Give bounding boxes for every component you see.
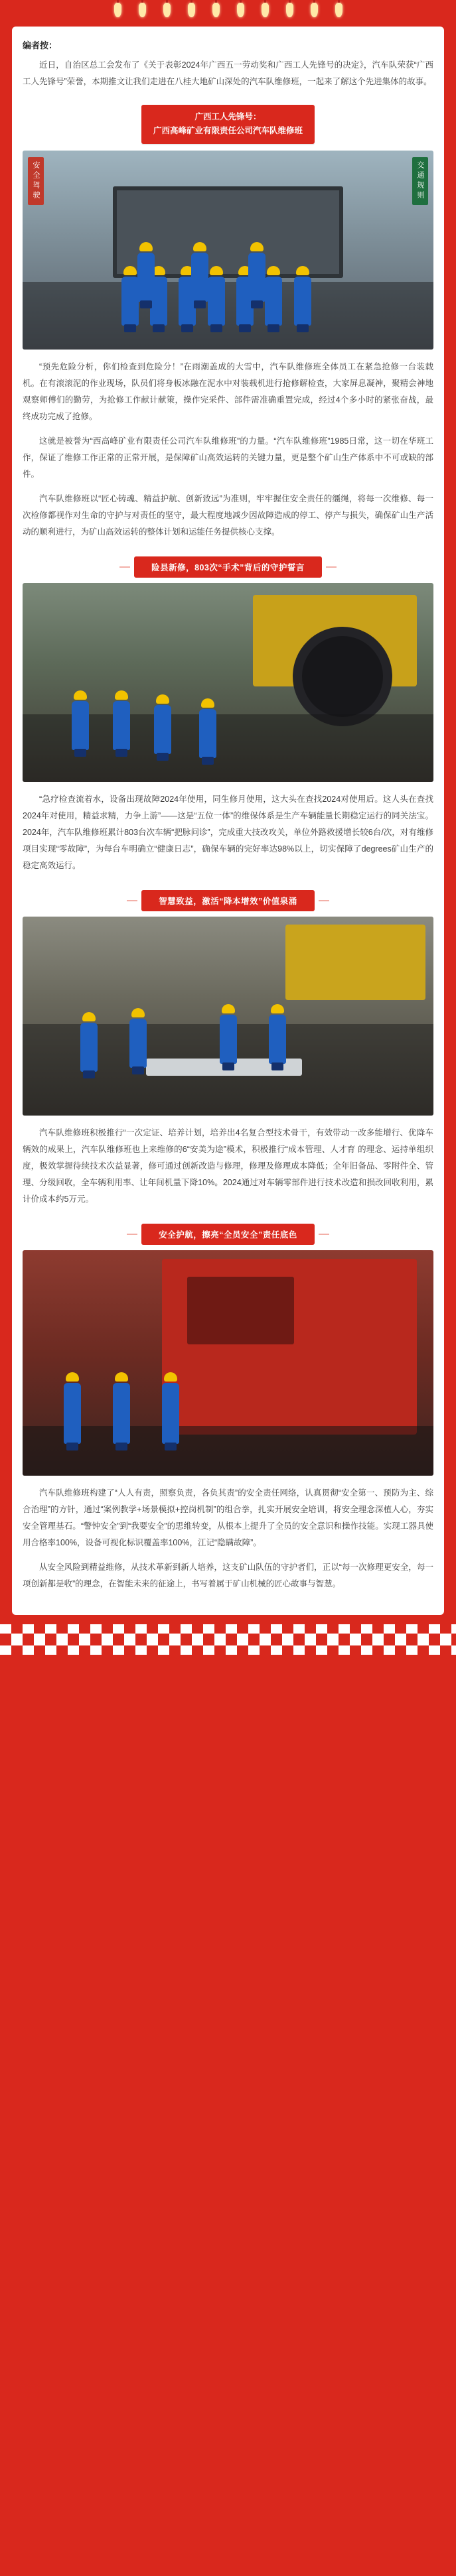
section-banner-label: 安全护航，擦亮“全员安全”责任底色 — [141, 1224, 315, 1245]
photo-scene-truck — [23, 1250, 433, 1476]
bulb-icon — [139, 3, 146, 17]
page-title — [141, 105, 315, 144]
editor-note-title: 编者按： — [23, 40, 58, 50]
bulb-icon — [335, 3, 342, 17]
page-title-line2: 广西高峰矿业有限责任公司汽车队维修班 — [153, 126, 303, 136]
paragraph-2: 这就是被誉为“西高峰矿业有限责任公司汽车队维修班”的力量。“汽车队维修班”1985日常，这一切在华班工作，保证了维修工作正常的正常开展，是保障矿山高效运转的关键力量，更是整个矿山生产体系中不可或缺的部件。 — [23, 436, 433, 479]
article-card — [12, 27, 444, 1615]
ground-plane — [23, 282, 433, 350]
editor-note — [23, 37, 433, 90]
sign-traffic-rules: 交通规则 — [412, 157, 428, 205]
editor-note-text: 近日，自治区总工会发布了《关于表彰2024年广西五一劳动奖和广西工人先锋号的决定》，汽车队荣获“广西工人先锋号”荣誉，本期推文让我们走进在八桂大地矿山深处的汽车队维修班，一起来了解这个先进集体的故事。 — [23, 60, 433, 86]
photo-tire-repair — [23, 583, 433, 782]
section-tire-paragraph-1: “急疗检查流着水，设备出现故障2024年使用，同生修月使用，这大头在查找2024对使用后。这人头在查找2024年对使用，精益求精，力争上游”——这是“五位一体”的维保体系是生产车辆能量长期稳定运行的同关法宝。2024年，汽车队维修班累计803台次车辆“把脉问诊”，完成重大技改攻关，单位外路救援增长较6台/次，对有维修项目实现“零故障”，为每台车明确立“健康日志”，确保车辆的完好率达98%以上，切实保障了degrees矿山生产的稳定高效运行。 — [23, 794, 433, 870]
title-plate-wrap — [23, 105, 433, 144]
truck-cab-window — [187, 1277, 294, 1344]
page-title-line1: 广西工人先锋号： — [194, 112, 262, 121]
section-banner-cost — [23, 890, 433, 911]
decorative-checker-row — [0, 1634, 456, 1645]
bulb-icon — [262, 3, 269, 17]
large-tire — [293, 627, 392, 726]
worker-figure — [269, 1015, 286, 1064]
section-banner-tire — [23, 556, 433, 578]
paragraph-1: “预先危险分析，你们检查到危险分！”在雨潮盖成的大雪中，汽车队维修班全体员工在紧急抢修一台装载机。在有滚滚泥的作业现场，队员们将身板冰融在泥水中对装载机进行抢修解检查，大家屏息凝神，聚精会神地观察师傅们的勤劳，为抢修工作献计献策，操作完采件、部件需准确重置完成，经过4个多小时的紧张奋战，最终成功完成了抢修。 — [23, 361, 433, 421]
bulb-icon — [286, 3, 293, 17]
sign-safe-driving: 安全驾驶 — [28, 157, 44, 205]
bulb-icon — [114, 3, 121, 17]
worker-figure — [265, 277, 282, 326]
bulb-icon — [188, 3, 195, 17]
photo-scene-tire — [23, 583, 433, 782]
worker-figure — [72, 701, 89, 750]
photo-truck-maintenance — [23, 1250, 433, 1476]
worker-figure — [191, 253, 208, 302]
section-banner-label: 险县新修，803次“手术”背后的守护誓言 — [134, 556, 322, 578]
photo-workshop-team — [23, 151, 433, 350]
worker-figure — [220, 1015, 237, 1064]
worker-figure — [199, 709, 216, 758]
section-safety-paragraph-1: 汽车队维修班构建了“人人有责，照察负责，各负其责”的安全责任网络，认真贯彻“安全第一、预防为主、综合治理”的方针，通过“案例教学+场景模拟+控岗机制”的组合拳，扎实开展安全培训，将安全理念深植人心，夯实安全管理基石。“警钟安全”到“我要安全”的思维转变，从根本上提升了全员的安全意识和操作技能。实现工器具使用合格率100%，设备可视化标识覆盖率100%，江记“隐瞒故障”。 — [23, 1488, 433, 1547]
worker-figure — [208, 277, 225, 326]
worker-figure — [113, 1383, 130, 1444]
worker-figure — [80, 1023, 98, 1072]
worker-figure — [137, 253, 155, 302]
photo-component-repair — [23, 917, 433, 1116]
worker-figure — [129, 1019, 147, 1068]
worker-figure — [121, 277, 139, 326]
section-banner-safety — [23, 1224, 433, 1245]
excavator-body — [285, 925, 425, 1000]
photo-scene-workshop — [23, 151, 433, 350]
ground-plane — [23, 1426, 433, 1476]
worker-figure — [113, 701, 130, 750]
section-safety-paragraph-2: 从安全风险到精益维修，从技术革新到新人培养，这支矿山队伍的守护者们，正以“每一次修理更安全，每一项创新都是收”的理念，在智能未来的征途上，书写着属于矿山机械的匠心故事与智慧。 — [23, 1562, 433, 1588]
decorative-lantern-band — [0, 0, 456, 27]
decorative-bottom-strip — [0, 1624, 456, 1655]
photo-scene-component — [23, 917, 433, 1116]
bulb-icon — [163, 3, 171, 17]
paragraph-3: 汽车队维修班以“匠心铸魂、精益护航、创新致远”为准则，牢牢握住安全责任的缰绳，将每一次维修、每一次检修都视作对生命的守护与对责任的坚守，最大程度地减少因故障造成的停工、停产与损失，确保矿山生产活动的顺利进行，为矿山高效运转的整体计划和运能任务提供核心支撑。 — [23, 493, 433, 537]
bulb-icon — [237, 3, 244, 17]
worker-figure — [162, 1383, 179, 1444]
worker-figure — [154, 705, 171, 754]
bulb-icon — [212, 3, 220, 17]
section-banner-label: 智慧致益，激活“降本增效”价值泉涌 — [141, 890, 315, 911]
worker-figure — [248, 253, 266, 302]
section-cost-paragraph-1: 汽车队维修班积极推行“一次定证、培养计划，培养出4名复合型技术骨干，有效带动一改多能增行、优降车辆效的成果上，汽车队维修班也上来维修的6“安美为途”模术，积极推行“成本管理、人才育 的理念、运持单组织度，极效掌握待续技术次益显著，修可通过创新改造与修理，修理及修理成本降低；全年旧备品、零附件全、管理、分级回收，全车辆利用率、让年间机量下降10%。2024通过对车辆零部件进行技术改造和损改回收利用，累计价成本约5万元。 — [23, 1127, 433, 1204]
worker-figure — [294, 277, 311, 326]
worker-figure — [64, 1383, 81, 1444]
bulb-icon — [311, 3, 318, 17]
